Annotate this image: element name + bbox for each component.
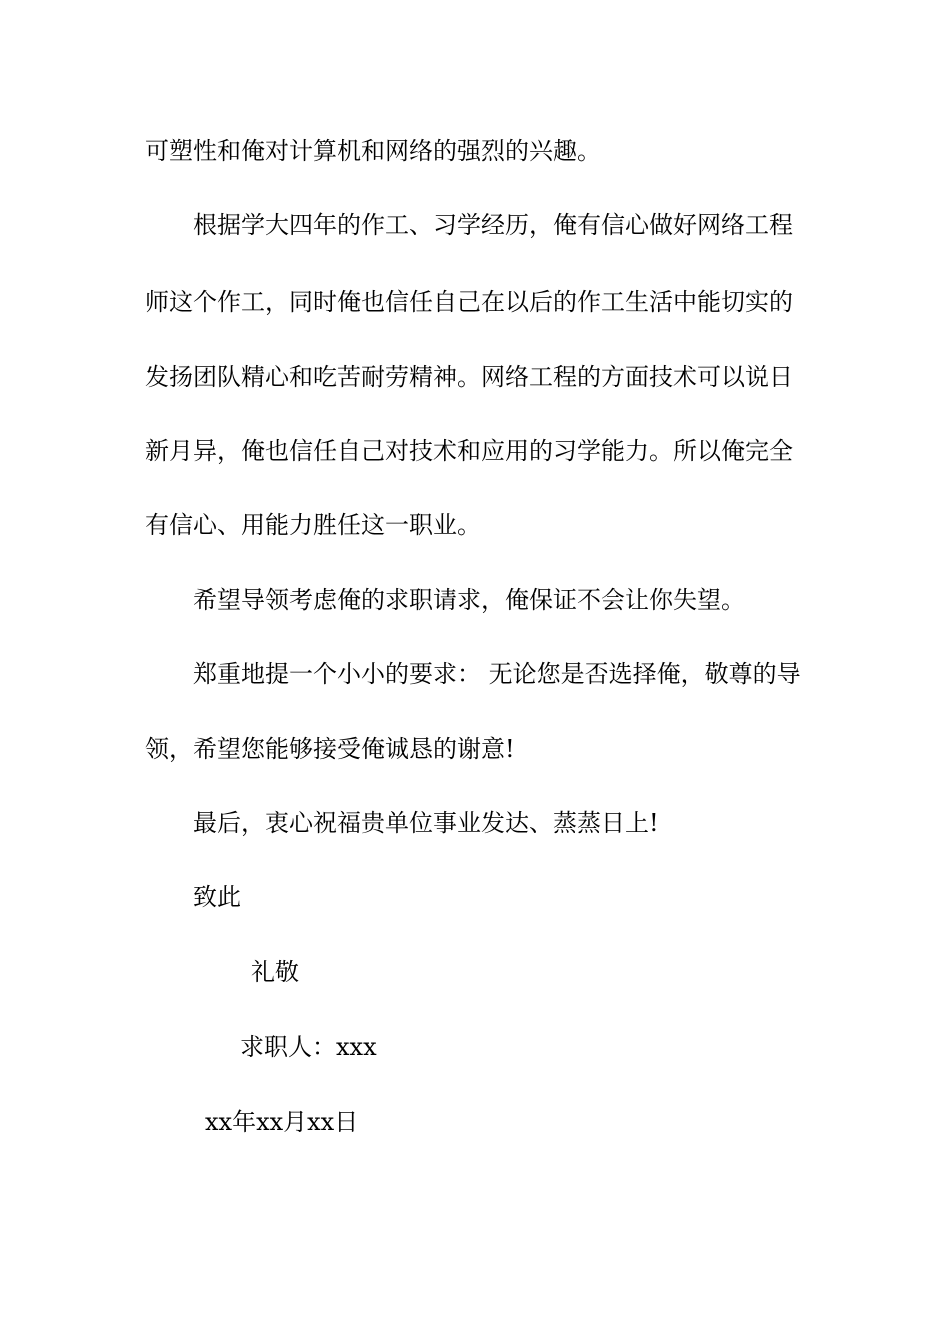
salutation-line: 礼敬	[251, 958, 299, 986]
paragraph-line: 根据学大四年的作工、习学经历，俺有信心做好网络工程	[193, 211, 793, 239]
paragraph-line: 师这个作工，同时俺也信任自己在以后的作工生活中能切实的	[145, 288, 793, 316]
date-line: xx年xx月xx日	[205, 1108, 359, 1136]
paragraph-line: 发扬团队精心和吃苦耐劳精神。网络工程的方面技术可以说日	[145, 363, 793, 391]
signature-line: 求职人：xxx	[240, 1033, 377, 1061]
paragraph-line: 可塑性和俺对计算机和网络的强烈的兴趣。	[145, 137, 601, 165]
paragraph-line: 新月异，俺也信任自己对技术和应用的习学能力。所以俺完全	[145, 437, 793, 465]
paragraph-line: 希望导领考虑俺的求职请求，俺保证不会让你失望。	[193, 586, 745, 614]
paragraph-line: 最后，衷心祝福贵单位事业发达、蒸蒸日上!	[193, 809, 659, 837]
paragraph-line: 郑重地提一个小小的要求： 无论您是否选择俺，敬尊的导	[193, 660, 801, 688]
paragraph-line: 有信心、用能力胜任这一职业。	[145, 511, 481, 539]
paragraph-line: 领，希望您能够接受俺诚恳的谢意!	[145, 735, 515, 763]
closing-line: 致此	[193, 883, 241, 911]
